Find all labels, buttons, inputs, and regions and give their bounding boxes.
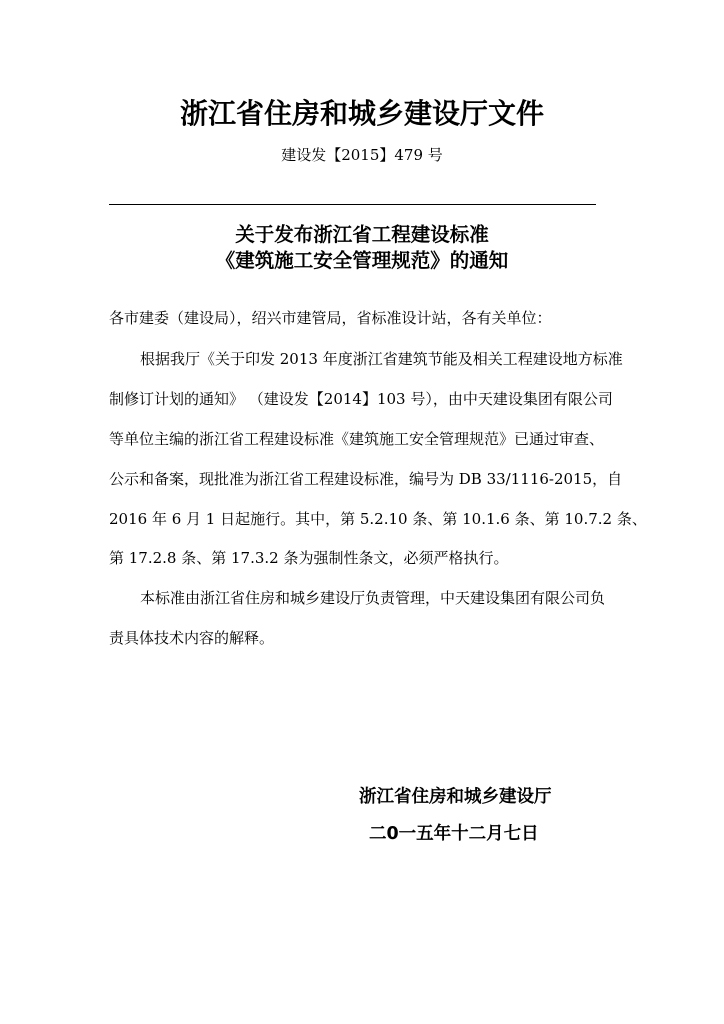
notice-title-line-1: 关于发布浙江省工程建设标准 <box>235 223 489 246</box>
document-header-title: 浙江省住房和城乡建设厅文件 <box>179 97 544 130</box>
body-paragraph-1-line-6: 第 17.2.8 条、第 17.3.2 条为强制性条文，必须严格执行。 <box>109 549 509 567</box>
notice-title <box>0 222 724 274</box>
body-paragraph-1-line-4: 公示和备案，现批准为浙江省工程建设标准，编号为 DB 33/1116-2015，自 <box>109 470 623 488</box>
body-paragraph-2-line-2: 责具体技术内容的解释。 <box>109 629 275 647</box>
body-paragraph-1-line-5: 2016 年 6 月 1 日起施行。其中，第 5.2.10 条、第 10.1.6 条、第 10.7.2 条、 <box>109 510 647 528</box>
body-paragraph-2-line-1: 本标准由浙江省住房和城乡建设厅负责管理，中天建设集团有限公司负 <box>140 589 606 607</box>
body-paragraph-1-line-1: 根据我厅《关于印发 2013 年度浙江省建筑节能及相关工程建设地方标准 <box>140 350 623 368</box>
document-number: 建设发【2015】479 号 <box>281 146 443 164</box>
signature-organization: 浙江省住房和城乡建设厅 <box>359 787 552 807</box>
salutation: 各市建委（建设局），绍兴市建管局，省标准设计站，各有关单位： <box>109 309 552 327</box>
header-divider <box>109 204 596 205</box>
notice-title-line-2: 《建筑施工安全管理规范》的通知 <box>215 249 509 272</box>
body-paragraph-1-line-3: 等单位主编的浙江省工程建设标准《建筑施工安全管理规范》已通过审查、 <box>109 430 605 448</box>
body-paragraph-1-line-2: 制修订计划的通知》 （建设发【2014】103 号），由中天建设集团有限公司 <box>109 390 613 408</box>
signature-date: 二0一五年十二月七日 <box>369 824 539 844</box>
